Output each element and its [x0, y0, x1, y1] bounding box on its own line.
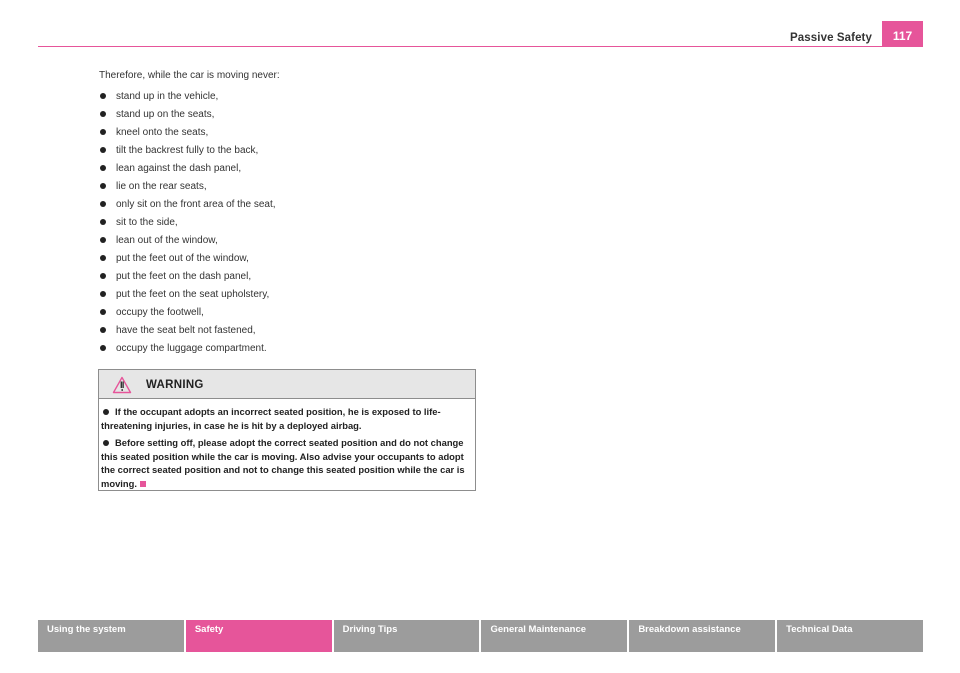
- list-item-text: stand up on the seats,: [116, 109, 215, 120]
- list-item-text: sit to the side,: [116, 217, 178, 228]
- list-item: [99, 342, 276, 360]
- bullet-icon: [100, 345, 106, 351]
- list-item-text: put the feet on the seat upholstery,: [116, 289, 270, 300]
- list-item: [99, 108, 276, 126]
- warning-triangle-icon: [112, 376, 132, 394]
- bullet-icon: [100, 183, 106, 189]
- list-item: [99, 288, 276, 306]
- list-item-text: stand up in the vehicle,: [116, 91, 219, 102]
- warning-item-text: If the occupant adopts an incorrect seated position, he is exposed to life-threatening injuries, in case he is hit by a deployed airbag.: [101, 406, 441, 431]
- intro-text: Therefore, while the car is moving never:: [99, 70, 280, 81]
- bullet-icon: [100, 327, 106, 333]
- warning-item: [101, 436, 473, 490]
- list-item: [99, 126, 276, 144]
- warning-body: [99, 399, 475, 491]
- tab-general-maintenance[interactable]: General Maintenance: [481, 620, 627, 652]
- list-item-text: kneel onto the seats,: [116, 127, 209, 138]
- bullet-icon: [100, 291, 106, 297]
- tab-driving-tips[interactable]: Driving Tips: [334, 620, 480, 652]
- tab-technical-data[interactable]: Technical Data: [777, 620, 923, 652]
- bullet-icon: [100, 273, 106, 279]
- list-item-text: have the seat belt not fastened,: [116, 325, 256, 336]
- list-item-text: put the feet out of the window,: [116, 253, 249, 264]
- warning-item-text: Before setting off, please adopt the correct seated position and do not change this seated position while the car is moving. Also advise your occupants to adopt the correct seated position and not to change this seated position while the car is moving.: [101, 437, 465, 489]
- list-item-text: lie on the rear seats,: [116, 181, 207, 192]
- warning-box: [98, 369, 476, 491]
- header-rule: [38, 46, 923, 47]
- list-item-text: put the feet on the dash panel,: [116, 271, 252, 282]
- bullet-icon: [100, 255, 106, 261]
- list-item: [99, 234, 276, 252]
- bullet-icon: [100, 219, 106, 225]
- list-item: [99, 306, 276, 324]
- list-item-text: only sit on the front area of the seat,: [116, 199, 276, 210]
- tab-safety[interactable]: Safety: [186, 620, 332, 652]
- list-item-text: occupy the luggage compartment.: [116, 343, 267, 354]
- list-item: [99, 252, 276, 270]
- list-item: [99, 180, 276, 198]
- list-item-text: tilt the backrest fully to the back,: [116, 145, 259, 156]
- bullet-list: [99, 90, 276, 360]
- tab-using-the-system[interactable]: Using the system: [38, 620, 184, 652]
- list-item: [99, 198, 276, 216]
- bullet-icon: [100, 309, 106, 315]
- list-item: [99, 216, 276, 234]
- bullet-icon: [100, 93, 106, 99]
- bullet-icon: [100, 165, 106, 171]
- list-item: [99, 324, 276, 342]
- bullet-icon: [103, 409, 109, 415]
- list-item: [99, 144, 276, 162]
- warning-header: [99, 370, 475, 399]
- list-item: [99, 270, 276, 288]
- section-end-icon: [140, 481, 146, 487]
- page-number: 117: [882, 21, 923, 47]
- list-item: [99, 90, 276, 108]
- bullet-icon: [100, 201, 106, 207]
- warning-title: WARNING: [146, 379, 204, 391]
- bullet-icon: [100, 129, 106, 135]
- list-item: [99, 162, 276, 180]
- warning-item: [101, 405, 473, 432]
- page-section-title: Passive Safety: [790, 32, 872, 44]
- bullet-icon: [100, 147, 106, 153]
- list-item-text: occupy the footwell,: [116, 307, 204, 318]
- bullet-icon: [103, 440, 109, 446]
- footer-nav: [38, 620, 923, 652]
- list-item-text: lean out of the window,: [116, 235, 218, 246]
- bullet-icon: [100, 111, 106, 117]
- bullet-icon: [100, 237, 106, 243]
- tab-breakdown-assistance[interactable]: Breakdown assistance: [629, 620, 775, 652]
- list-item-text: lean against the dash panel,: [116, 163, 242, 174]
